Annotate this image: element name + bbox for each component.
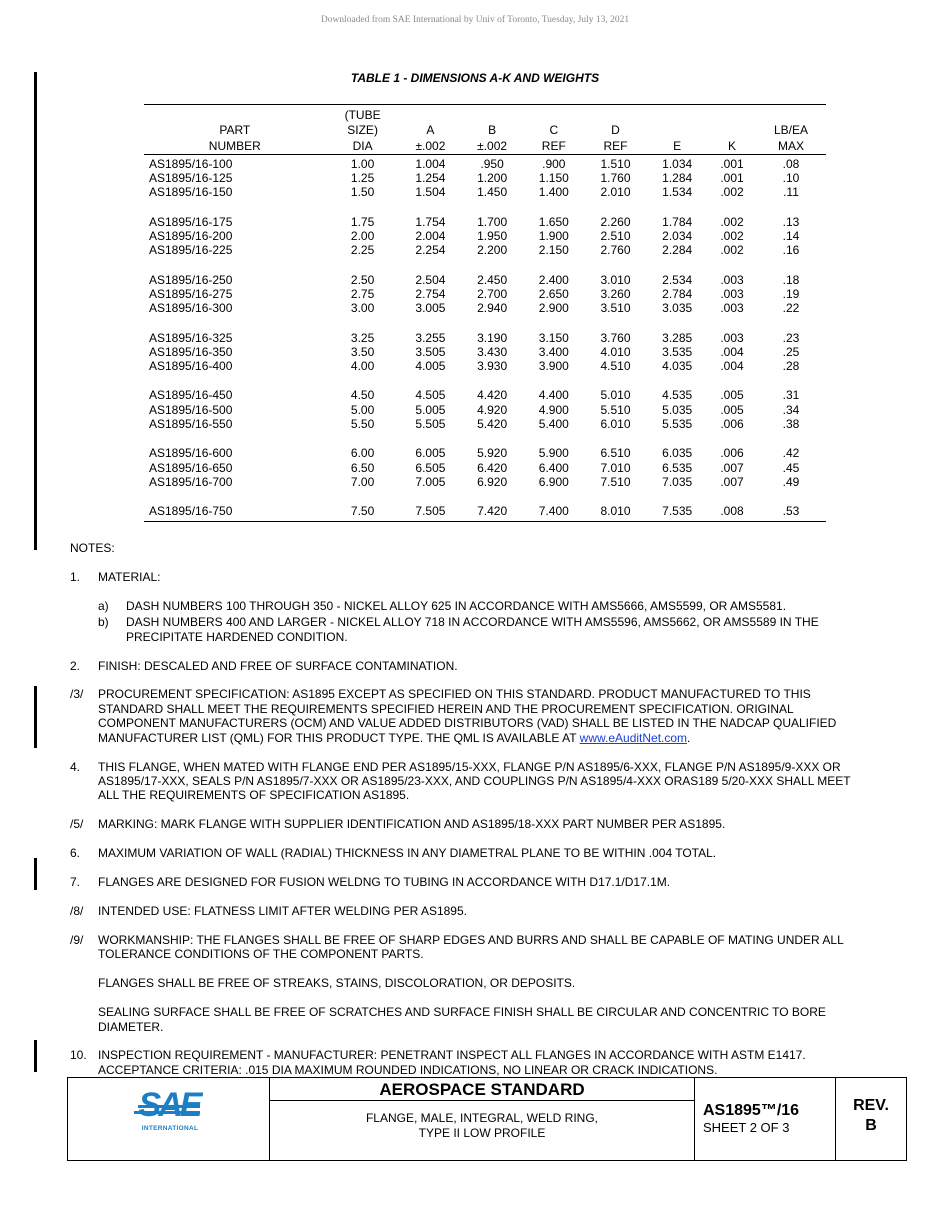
table-cell: .005 xyxy=(720,388,744,403)
table-cell: 4.400 xyxy=(538,388,569,403)
table-cell: .45 xyxy=(782,460,800,475)
table-cell: .10 xyxy=(782,171,800,186)
table-cell: 3.190 xyxy=(477,330,508,345)
column-header xyxy=(708,105,756,155)
table-cell: .003 xyxy=(720,272,744,287)
table-cell: 2.784 xyxy=(662,286,693,301)
column-header-line: PART xyxy=(219,123,251,138)
part-number-cell: AS1895/16-125 xyxy=(149,171,233,186)
table-cell: 4.010 xyxy=(600,344,631,359)
table-cell: 3.285 xyxy=(662,330,693,345)
table-cell: 2.400 xyxy=(538,272,569,287)
column-header-line: DIA xyxy=(352,138,373,153)
table-cell: 6.510 xyxy=(600,446,631,461)
table-cell: 2.260 xyxy=(600,214,631,229)
table-cell: .002 xyxy=(720,229,744,244)
note-number: 7. xyxy=(70,875,81,890)
note-9 xyxy=(70,933,860,962)
table-cell: 1.034 xyxy=(662,156,693,171)
note-text: MATERIAL: xyxy=(98,569,161,584)
table-cell: .14 xyxy=(782,229,800,244)
table-cell: 1.784 xyxy=(662,214,693,229)
table-cell: 2.650 xyxy=(538,286,569,301)
revision-label: REV. xyxy=(853,1097,889,1114)
column-header-line: K xyxy=(728,138,737,153)
table-cell: 1.25 xyxy=(350,171,375,186)
table-cell: .19 xyxy=(782,286,800,301)
note-number: 1. xyxy=(70,569,81,584)
column-header-line xyxy=(585,108,647,123)
table-cell: .42 xyxy=(782,446,800,461)
column-header xyxy=(756,105,826,155)
column-header xyxy=(144,105,326,155)
table-cell: 2.760 xyxy=(600,243,631,258)
sheet-number: SHEET 2 OF 3 xyxy=(703,1120,790,1135)
table-cell: 1.760 xyxy=(600,171,631,186)
note-number: /5/ xyxy=(70,817,84,832)
part-number-cell: AS1895/16-150 xyxy=(149,185,233,200)
table-cell: 1.950 xyxy=(477,229,508,244)
table-cell: .23 xyxy=(782,330,800,345)
column-header xyxy=(400,105,462,155)
table-cell: .004 xyxy=(720,344,744,359)
part-number-cell: AS1895/16-100 xyxy=(149,156,233,171)
column-header-line: D xyxy=(611,123,620,138)
part-description-line: TYPE II LOW PROFILE xyxy=(418,1125,546,1140)
subnote-letter: b) xyxy=(98,615,109,630)
table-row xyxy=(144,258,826,287)
table-row xyxy=(144,373,826,402)
table-cell: .34 xyxy=(782,402,800,417)
note-text: PROCUREMENT SPECIFICATION: AS1895 EXCEPT AS SPECIFIED ON THIS STANDARD. PRODUCT MANUFACTURED TO THIS STANDARD SHALL MEET THE REQUIREMENTS SPECIFIED HEREIN AND THE PROCUREMENT SPECIFICATION. ORIGINAL COMPONENT MANUFACTURERS (OCM) AND VALUE ADDED DISTRIBUTORS (VAD) SHALL BE LISTED IN THE NADCAP QUALIFIED MANUFACTURER LIST (QML) FOR THIS PRODUCT TYPE. THE QML IS AVAILABLE AT xyxy=(98,687,837,745)
column-header-line: (TUBE xyxy=(344,108,381,122)
table-row xyxy=(144,345,826,359)
table-cell: 7.400 xyxy=(538,504,569,519)
column-header-line xyxy=(523,108,585,123)
note-6 xyxy=(70,846,860,860)
table-cell: 6.535 xyxy=(662,460,693,475)
change-bar xyxy=(34,858,37,890)
table-cell: 2.004 xyxy=(415,229,446,244)
table-cell: 4.535 xyxy=(662,388,693,403)
table-cell: 2.75 xyxy=(350,286,375,301)
note-text: FINISH: DESCALED AND FREE OF SURFACE CONTAMINATION. xyxy=(98,658,458,673)
column-header-line: B xyxy=(488,123,497,138)
table-cell: 3.260 xyxy=(600,286,631,301)
note-1 xyxy=(70,570,860,584)
change-bar xyxy=(34,1040,37,1072)
note-number: /9/ xyxy=(70,932,84,947)
sae-logo-subtext: INTERNATIONAL xyxy=(141,1125,199,1132)
part-number-cell: AS1895/16-500 xyxy=(149,402,233,417)
note-9-paragraph: FLANGES SHALL BE FREE OF STREAKS, STAINS, DISCOLORATION, OR DEPOSITS. xyxy=(98,976,576,991)
table-cell: 4.505 xyxy=(415,388,446,403)
table-cell: 3.760 xyxy=(600,330,631,345)
table-cell: .18 xyxy=(782,272,800,287)
sae-logo-text: SAE xyxy=(138,1086,200,1124)
table-cell: 2.700 xyxy=(477,286,508,301)
column-header-line: REF xyxy=(541,138,566,153)
table-cell: 3.930 xyxy=(477,359,508,374)
part-number-cell: AS1895/16-650 xyxy=(149,460,233,475)
column-header-line xyxy=(400,108,462,123)
table-cell: 6.50 xyxy=(350,460,375,475)
table-cell: 6.00 xyxy=(350,446,375,461)
table-cell: .22 xyxy=(782,301,800,316)
logo-cell xyxy=(68,1078,270,1160)
table-cell: .16 xyxy=(782,243,800,258)
table-cell: 2.200 xyxy=(477,243,508,258)
part-number-cell: AS1895/16-300 xyxy=(149,301,233,316)
table-cell: .005 xyxy=(720,402,744,417)
table-cell: 7.510 xyxy=(600,474,631,489)
table-cell: 7.00 xyxy=(350,474,375,489)
table-cell: 2.010 xyxy=(600,185,631,200)
table-cell: .003 xyxy=(720,301,744,316)
table-cell: 6.900 xyxy=(538,474,569,489)
title-cell xyxy=(270,1078,695,1160)
standard-heading: AEROSPACE STANDARD xyxy=(270,1078,694,1101)
subnote-letter: a) xyxy=(98,598,109,613)
column-header xyxy=(326,105,400,155)
table-row xyxy=(144,229,826,243)
column-header-line xyxy=(646,123,708,138)
table-cell: 1.254 xyxy=(415,171,446,186)
table-row xyxy=(144,316,826,345)
document-number: AS1895™/16 xyxy=(703,1102,800,1119)
note-text: INTENDED USE: FLATNESS LIMIT AFTER WELDING PER AS1895. xyxy=(98,904,467,918)
table-cell: 5.005 xyxy=(415,402,446,417)
table-cell: 2.510 xyxy=(600,229,631,244)
table-cell: 4.50 xyxy=(350,388,375,403)
table-cell: .006 xyxy=(720,446,744,461)
table-cell: 3.400 xyxy=(538,344,569,359)
table-cell: .53 xyxy=(782,504,800,519)
part-number-cell: AS1895/16-400 xyxy=(149,359,233,374)
table-cell: 2.284 xyxy=(662,243,693,258)
table-cell: .950 xyxy=(480,156,504,171)
table-cell: 5.400 xyxy=(538,417,569,432)
table-title: TABLE 1 - DIMENSIONS A-K AND WEIGHTS xyxy=(350,71,600,85)
column-header-line xyxy=(144,108,326,123)
table-cell: 5.010 xyxy=(600,388,631,403)
table-cell: 5.505 xyxy=(415,417,446,432)
table-cell: 4.900 xyxy=(538,402,569,417)
table-cell: .08 xyxy=(782,156,800,171)
column-header-line xyxy=(461,108,523,123)
table-cell: 7.505 xyxy=(415,504,446,519)
header-row xyxy=(144,105,826,155)
table-cell: 1.504 xyxy=(415,185,446,200)
table-cell: 3.010 xyxy=(600,272,631,287)
part-number-cell: AS1895/16-600 xyxy=(149,446,233,461)
table-cell: 8.010 xyxy=(600,504,631,519)
table-cell: 2.034 xyxy=(662,229,693,244)
table-cell: 1.00 xyxy=(350,156,375,171)
table-body xyxy=(144,154,826,521)
note-3 xyxy=(70,687,860,745)
column-header-line: E xyxy=(673,138,682,153)
notes-section xyxy=(70,541,860,1077)
table-cell: 1.004 xyxy=(415,156,446,171)
note-text: THIS FLANGE, WHEN MATED WITH FLANGE END PER AS1895/15-XXX, FLANGE P/N AS1895/6-XXX, FLANGE P/N AS1895/9-XXX OR AS1895/17-XXX, SEALS P/N AS1895/7-XXX OR AS1895/23-XXX, AND COUPLINGS P/N AS1895/4-XXX ORAS189 5/20-XXX SHALL MEET ALL THE REQUIREMENTS OF SPECIFICATION AS1895. xyxy=(98,759,851,803)
column-header-line: ±.002 xyxy=(415,138,446,153)
column-header xyxy=(585,105,647,155)
table-cell: 1.754 xyxy=(415,214,446,229)
table-row xyxy=(144,489,826,521)
table-cell: 7.50 xyxy=(350,504,375,519)
table-cell: 5.420 xyxy=(477,417,508,432)
table-cell: 2.900 xyxy=(538,301,569,316)
part-number-cell: AS1895/16-750 xyxy=(149,504,233,519)
table-cell: .002 xyxy=(720,243,744,258)
table-cell: 3.430 xyxy=(477,344,508,359)
note-1b xyxy=(70,615,860,644)
table-cell: 7.420 xyxy=(477,504,508,519)
table-cell: 2.254 xyxy=(415,243,446,258)
eauditnet-link[interactable]: www.eAuditNet.com xyxy=(579,730,688,745)
note-9-paragraph: SEALING SURFACE SHALL BE FREE OF SCRATCHES AND SURFACE FINISH SHALL BE CIRCULAR AND CONCENTRIC TO BORE DIAMETER. xyxy=(98,1005,826,1034)
table-cell: 2.754 xyxy=(415,286,446,301)
column-header xyxy=(523,105,585,155)
table-header xyxy=(144,105,826,155)
table-row xyxy=(144,154,826,171)
table-cell: .31 xyxy=(782,388,800,403)
table-row xyxy=(144,431,826,460)
part-number-cell: AS1895/16-175 xyxy=(149,214,233,229)
table-cell: 1.50 xyxy=(350,185,375,200)
table-cell: .28 xyxy=(782,359,800,374)
table-row xyxy=(144,417,826,431)
part-number-cell: AS1895/16-550 xyxy=(149,417,233,432)
table-cell: 3.005 xyxy=(415,301,446,316)
table-cell: 1.75 xyxy=(350,214,375,229)
table-cell: 1.534 xyxy=(662,185,693,200)
table-cell: .002 xyxy=(720,214,744,229)
note-number: /8/ xyxy=(70,904,84,918)
table-cell: 5.035 xyxy=(662,402,693,417)
table-cell: 2.450 xyxy=(477,272,508,287)
table-cell: 3.535 xyxy=(662,344,693,359)
note-number: /3/ xyxy=(70,687,84,702)
table-cell: 5.50 xyxy=(350,417,375,432)
table-cell: .25 xyxy=(782,344,800,359)
table-cell: 7.005 xyxy=(415,474,446,489)
table-cell: .900 xyxy=(542,156,566,171)
table-row xyxy=(144,359,826,373)
table-cell: 6.505 xyxy=(415,460,446,475)
dimensions-table xyxy=(144,104,826,522)
table-cell: 3.035 xyxy=(662,301,693,316)
table-cell: 1.900 xyxy=(538,229,569,244)
table-cell: 3.50 xyxy=(350,344,375,359)
table-cell: 6.035 xyxy=(662,446,693,461)
download-watermark: Downloaded from SAE International by Univ of Toronto, Tuesday, July 13, 2021 xyxy=(320,15,630,25)
table-cell: 1.200 xyxy=(477,171,508,186)
subnote-text: DASH NUMBERS 100 THROUGH 350 - NICKEL ALLOY 625 IN ACCORDANCE WITH AMS5666, AMS5599, OR AMS5581. xyxy=(126,598,787,613)
column-header-line: REF xyxy=(603,138,628,153)
table-row xyxy=(144,475,826,489)
table-cell: 5.900 xyxy=(538,446,569,461)
table-cell: 2.00 xyxy=(350,229,375,244)
table-cell: .001 xyxy=(720,171,744,186)
part-number-cell: AS1895/16-275 xyxy=(149,286,233,301)
table-cell: 3.255 xyxy=(415,330,446,345)
table-cell: 6.400 xyxy=(538,460,569,475)
note-text: MARKING: MARK FLANGE WITH SUPPLIER IDENTIFICATION AND AS1895/18-XXX PART NUMBER PER AS1895. xyxy=(98,817,726,832)
table-cell: 3.150 xyxy=(538,330,569,345)
part-number-cell: AS1895/16-325 xyxy=(149,330,233,345)
part-number-cell: AS1895/16-200 xyxy=(149,229,233,244)
table-cell: 4.420 xyxy=(477,388,508,403)
table-cell: 4.035 xyxy=(662,359,693,374)
column-header-line: SIZE) xyxy=(347,123,378,138)
table-cell: 3.505 xyxy=(415,344,446,359)
table-cell: .13 xyxy=(782,214,800,229)
note-number: 6. xyxy=(70,846,81,861)
table-cell: .001 xyxy=(720,156,744,171)
note-text: FLANGES ARE DESIGNED FOR FUSION WELDNG TO TUBING IN ACCORDANCE WITH D17.1/D17.1M. xyxy=(98,875,671,890)
table-cell: 2.940 xyxy=(477,301,508,316)
note-7 xyxy=(70,875,860,889)
note-number: 2. xyxy=(70,658,81,673)
part-number-cell: AS1895/16-700 xyxy=(149,474,233,489)
table-cell: 6.920 xyxy=(477,474,508,489)
table-cell: 3.00 xyxy=(350,301,375,316)
table-cell: 6.005 xyxy=(415,446,446,461)
table-cell: 2.534 xyxy=(662,272,693,287)
note-2 xyxy=(70,659,860,673)
table-cell: .11 xyxy=(783,185,799,200)
table-cell: 2.50 xyxy=(350,272,375,287)
note-text: WORKMANSHIP: THE FLANGES SHALL BE FREE OF SHARP EDGES AND BURRS AND SHALL BE CAPABLE OF MATING UNDER ALL TOLERANCE CONDITIONS OF THE COMPONENT PARTS. xyxy=(98,932,844,962)
table-cell: 4.920 xyxy=(477,402,508,417)
table-cell: 1.284 xyxy=(662,171,693,186)
note-number: 10. xyxy=(70,1048,87,1063)
table-cell: 1.150 xyxy=(538,171,569,186)
table-cell: .003 xyxy=(720,286,744,301)
part-description-line: FLANGE, MALE, INTEGRAL, WELD RING, xyxy=(365,1111,599,1125)
part-number-cell: AS1895/16-450 xyxy=(149,388,233,403)
table-cell: 2.150 xyxy=(538,243,569,258)
table-cell: 1.650 xyxy=(538,214,569,229)
table-cell: 3.25 xyxy=(350,330,375,345)
table-row xyxy=(144,243,826,257)
part-number-cell: AS1895/16-250 xyxy=(149,272,233,287)
note-text: INSPECTION REQUIREMENT - MANUFACTURER: PENETRANT INSPECT ALL FLANGES IN ACCORDANCE WITH ASTM E1417. ACCEPTANCE CRITERIA: .015 DIA MAXIMUM ROUNDED INDICATIONS, NO LINEAR OR CRACK INDICATIONS. xyxy=(98,1048,806,1077)
table-cell: .003 xyxy=(720,330,744,345)
table-cell: .008 xyxy=(720,504,744,519)
table-cell: 5.535 xyxy=(662,417,693,432)
table-cell: 7.535 xyxy=(662,504,693,519)
column-header-line: C xyxy=(549,123,559,138)
column-header-line xyxy=(756,108,826,123)
revision-cell xyxy=(836,1096,906,1136)
title-block xyxy=(67,1077,907,1161)
note-text: MAXIMUM VARIATION OF WALL (RADIAL) THICKNESS IN ANY DIAMETRAL PLANE TO BE WITHIN .004 TOTAL. xyxy=(98,846,717,861)
table-cell: 4.510 xyxy=(600,359,631,374)
table-cell: 5.00 xyxy=(350,402,375,417)
notes-heading: NOTES: xyxy=(70,541,115,555)
table-cell: .007 xyxy=(720,460,744,475)
note-5 xyxy=(70,817,860,831)
column-header xyxy=(646,105,708,155)
table-cell: 5.920 xyxy=(477,446,508,461)
table-cell: 3.510 xyxy=(600,301,631,316)
column-header-line: NUMBER xyxy=(208,138,261,153)
table-cell: 2.25 xyxy=(350,243,375,258)
table-cell: .38 xyxy=(782,417,800,432)
table-row xyxy=(144,461,826,475)
table-cell: 1.510 xyxy=(600,156,631,171)
column-header-line: ±.002 xyxy=(477,138,508,153)
column-header-line xyxy=(708,108,756,123)
table-row xyxy=(144,403,826,417)
table-row xyxy=(144,200,826,229)
column-header-line: LB/EA xyxy=(773,123,809,138)
table-cell: 1.700 xyxy=(477,214,508,229)
table-cell: 6.420 xyxy=(477,460,508,475)
column-header-line xyxy=(646,108,708,123)
table-cell: 3.900 xyxy=(538,359,569,374)
column-header-line: A xyxy=(426,123,435,138)
table-cell: .007 xyxy=(720,474,744,489)
table-row xyxy=(144,287,826,301)
table-cell: 4.00 xyxy=(350,359,375,374)
part-number-cell: AS1895/16-350 xyxy=(149,344,233,359)
table-row xyxy=(144,301,826,315)
table-row xyxy=(144,171,826,185)
column-header-line: MAX xyxy=(777,138,804,153)
table-row xyxy=(144,185,826,199)
table-cell: 1.400 xyxy=(538,185,569,200)
table-cell: 1.450 xyxy=(477,185,508,200)
table-cell: .002 xyxy=(720,185,744,200)
table-cell: .006 xyxy=(720,417,744,432)
note-8 xyxy=(70,904,860,918)
revision-value: B xyxy=(865,1117,877,1134)
subnote-text: DASH NUMBERS 400 AND LARGER - NICKEL ALLOY 718 IN ACCORDANCE WITH AMS5596, AMS5662, OR AMS5589 IN THE PRECIPITATE HARDENED CONDITION. xyxy=(126,615,819,644)
change-bar xyxy=(34,72,37,550)
table-cell: .49 xyxy=(782,474,800,489)
note-1a xyxy=(70,599,860,613)
table-cell: .004 xyxy=(720,359,744,374)
part-description xyxy=(270,1111,694,1140)
table-cell: 5.510 xyxy=(600,402,631,417)
table-cell: 6.010 xyxy=(600,417,631,432)
note-number: 4. xyxy=(70,759,81,774)
note-text-tail: . xyxy=(687,730,691,745)
document-cell xyxy=(695,1078,836,1160)
part-number-cell: AS1895/16-225 xyxy=(149,243,233,258)
table-cell: 4.005 xyxy=(415,359,446,374)
column-header-line xyxy=(708,123,756,138)
table-cell: 2.504 xyxy=(415,272,446,287)
change-bar xyxy=(34,686,37,748)
table-cell: 7.010 xyxy=(600,460,631,475)
column-header xyxy=(461,105,523,155)
table-cell: 7.035 xyxy=(662,474,693,489)
note-4 xyxy=(70,760,860,803)
note-10 xyxy=(70,1048,860,1077)
